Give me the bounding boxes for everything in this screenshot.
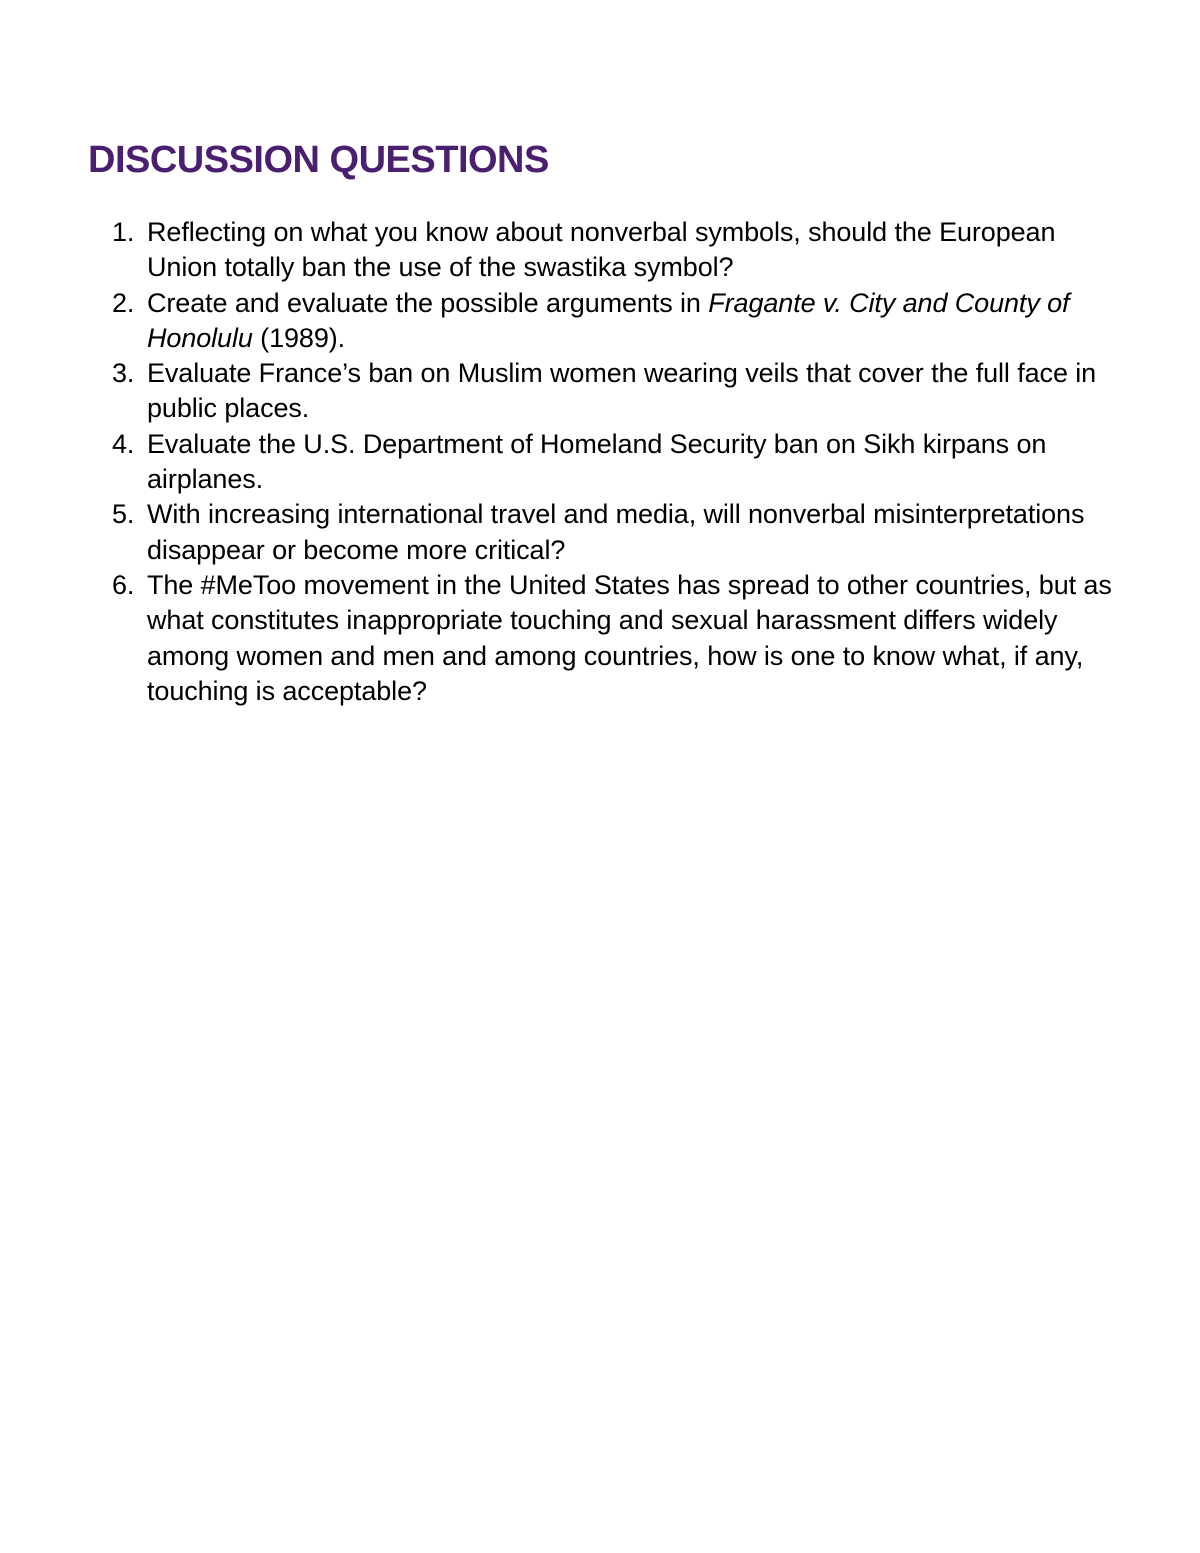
question-item-6 bbox=[112, 568, 1122, 709]
question-number: 1. bbox=[112, 217, 135, 247]
question-text: The #MeToo movement in the United States has spread to other countries, but as what constitutes inappropriate touching and sexual harassment differs widely among women and men and among countries, how is one to know what, if any, touching is acceptable? bbox=[147, 569, 1112, 706]
question-number: 5. bbox=[112, 499, 135, 530]
question-number: 6. bbox=[112, 569, 135, 600]
question-text: With increasing international travel and media, will nonverbal misinterpretations disappear or become more critical? bbox=[147, 499, 1085, 565]
question-item-1 bbox=[112, 215, 1122, 286]
section-heading: DISCUSSION QUESTIONS bbox=[88, 139, 549, 181]
case-citation: Fragante v. City and County of Honolulu bbox=[147, 287, 1070, 353]
question-text: Create and evaluate the possible arguments in bbox=[147, 287, 709, 318]
question-text: Evaluate the U.S. Department of Homeland Security ban on Sikh kirpans on airplanes. bbox=[147, 428, 1047, 495]
question-item-2 bbox=[112, 286, 1122, 357]
question-item-3 bbox=[112, 356, 1122, 427]
question-number: 3. bbox=[112, 358, 135, 389]
question-number: 4. bbox=[112, 428, 135, 459]
question-number: 2. bbox=[112, 287, 135, 318]
question-text: Evaluate France’s ban on Muslim women wearing veils that cover the full face in public places. bbox=[147, 358, 1097, 424]
question-text-suffix: (1989). bbox=[252, 322, 346, 353]
question-item-5 bbox=[112, 497, 1122, 568]
discussion-questions-list bbox=[112, 215, 1122, 709]
question-text: Reflecting on what you know about nonverbal symbols, should the European Union totally ban the use of the swastika symbol? bbox=[147, 217, 1056, 283]
question-item-4 bbox=[112, 427, 1122, 498]
